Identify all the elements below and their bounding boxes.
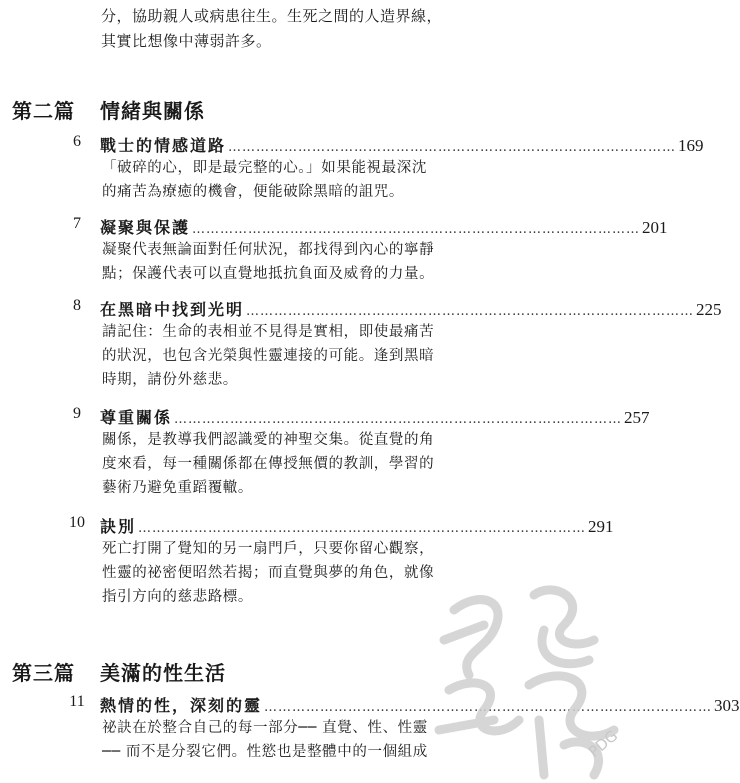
dot-leader: ……………………………………………………………………………………	[246, 304, 695, 319]
chapter-title: 凝聚與保護	[100, 218, 191, 237]
part-label: 第三篇	[12, 661, 75, 685]
watermark-text: PDG	[585, 726, 622, 762]
description-line: 性靈的祕密便昭然若揭；而直覺與夢的角色，就像	[102, 565, 435, 581]
chapter-title: 熱情的性，深刻的靈	[100, 696, 263, 715]
part-title: 美滿的性生活	[100, 661, 226, 685]
description-line: ── 而不是分裂它們。性慾也是整體中的一個組成	[102, 744, 428, 760]
page-number: 257	[624, 408, 650, 427]
part-title: 情緒與關係	[100, 99, 205, 123]
description-line: 關係，是教導我們認識愛的神聖交集。從直覺的角	[102, 432, 435, 448]
dot-leader: ……………………………………………………………………………………	[174, 412, 623, 427]
intro-paragraph	[101, 4, 521, 54]
description-line: 祕訣在於整合自己的每一部分── 直覺、性、性靈	[102, 720, 428, 736]
chapter-title: 戰士的情感道路	[100, 136, 227, 155]
description-line: 的痛苦為療癒的機會，便能破除黑暗的詛咒。	[102, 184, 404, 200]
chapter-number: 7	[73, 215, 81, 232]
description-line: 死亡打開了覺知的另一扇門戶，只要你留心觀察，	[102, 541, 435, 557]
description-line: 點；保護代表可以直覺地抵抗負面及威脅的力量。	[102, 266, 435, 282]
dot-leader: ……………………………………………………………………………………	[192, 222, 641, 237]
chapter-title: 尊重關係	[100, 408, 173, 427]
brush-stroke	[444, 625, 484, 640]
description-line: 的狀況，也包含光榮與性靈連接的可能。逢到黑暗	[102, 348, 435, 364]
part-heading-2	[12, 95, 205, 124]
description-line: 「破碎的心，即是最完整的心。」如果能視最深沈	[102, 160, 427, 176]
chapter-title: 訣別	[100, 517, 137, 536]
page-number: 291	[588, 517, 614, 536]
dot-leader: ……………………………………………………………………………………	[264, 700, 713, 715]
brush-stroke	[539, 720, 544, 775]
chapter-title: 在黑暗中找到光明	[100, 300, 245, 319]
chapter-number: 10	[69, 514, 85, 531]
chapter-number: 8	[73, 297, 81, 314]
intro-line: 分，協助親人或病患往生。生死之間的人造界線，	[101, 7, 443, 25]
description-line: 凝聚代表無論面對任何狀況，都找得到內心的寧靜	[102, 242, 435, 258]
part-heading-3	[12, 657, 226, 686]
page-number: 225	[696, 300, 722, 319]
description-line: 藝術乃避免重蹈覆轍。	[102, 480, 253, 496]
chapter-description	[102, 238, 512, 286]
chapter-number: 9	[73, 405, 81, 422]
intro-line: 其實比想像中薄弱許多。	[101, 32, 272, 50]
chapter-description	[102, 428, 512, 500]
description-line: 度來看，每一種關係都在傳授無價的教訓，學習的	[102, 456, 435, 472]
watermark-seal	[424, 570, 634, 783]
page-number: 169	[678, 136, 704, 155]
chapter-description	[102, 320, 512, 392]
dot-leader: ……………………………………………………………………………………	[138, 521, 587, 536]
page-number: 303	[714, 696, 740, 715]
dot-leader: ……………………………………………………………………………………	[228, 140, 677, 155]
description-line: 時期，請份外慈悲。	[102, 372, 238, 388]
chapter-description	[102, 156, 512, 204]
description-line: 指引方向的慈悲路標。	[102, 589, 253, 605]
part-label: 第二篇	[12, 99, 75, 123]
page-number: 201	[642, 218, 668, 237]
description-line: 請記住：生命的表相並不見得是實相，即使最痛苦	[102, 324, 435, 340]
chapter-number: 11	[69, 693, 85, 710]
chapter-number: 6	[73, 133, 81, 150]
